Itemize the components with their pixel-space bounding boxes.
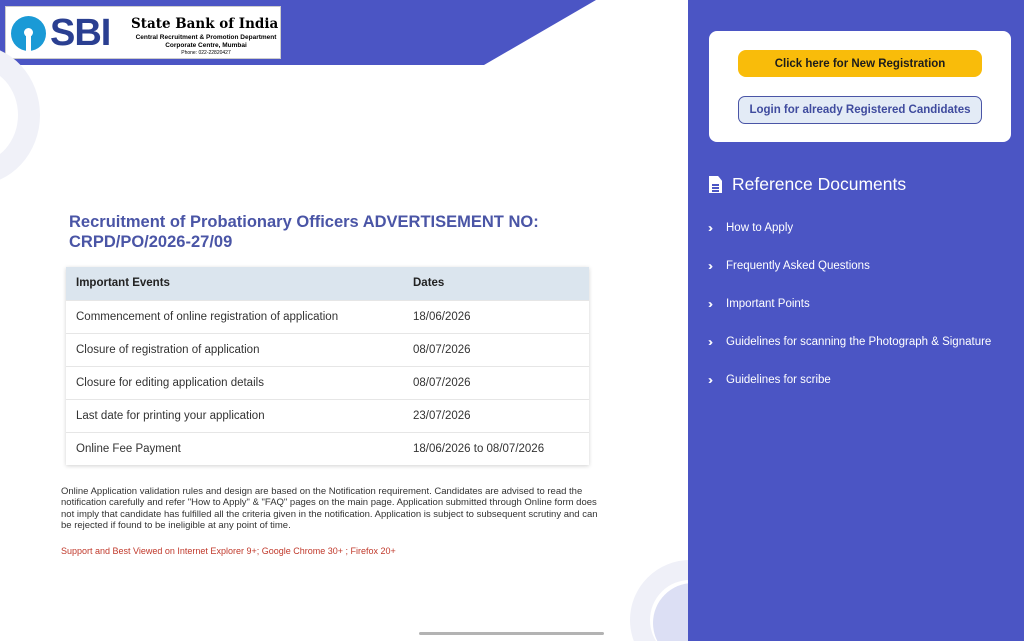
- event-cell: Online Fee Payment: [66, 432, 403, 465]
- table-header-row: [66, 267, 589, 300]
- column-header-dates: Dates: [403, 267, 589, 300]
- reference-link-label: Important Points: [726, 298, 810, 310]
- double-chevron-right-icon: ››: [708, 221, 710, 235]
- date-cell: 08/07/2026: [403, 366, 589, 399]
- horizontal-scrollbar[interactable]: [419, 632, 604, 635]
- table-row: [66, 432, 589, 465]
- department-name: Central Recruitment & Promotion Department: [135, 34, 277, 41]
- reference-documents-heading: [709, 174, 906, 195]
- event-cell: Commencement of online registration of application: [66, 300, 403, 333]
- date-cell: 23/07/2026: [403, 399, 589, 432]
- reference-link-label: How to Apply: [726, 222, 794, 234]
- browser-support-note: Support and Best Viewed on Internet Explorer 9+; Google Chrome 30+ ; Firefox 20+: [61, 546, 396, 556]
- office-name: Corporate Centre, Mumbai: [165, 42, 247, 49]
- reference-link-important-points[interactable]: [708, 285, 991, 323]
- table-row: [66, 366, 589, 399]
- date-cell: 18/06/2026 to 08/07/2026: [403, 432, 589, 465]
- reference-link-label: Frequently Asked Questions: [726, 260, 870, 272]
- bank-name: State Bank of India: [131, 16, 279, 32]
- sbi-logo[interactable]: [5, 6, 281, 59]
- table-row: [66, 300, 589, 333]
- date-cell: 18/06/2026: [403, 300, 589, 333]
- reference-link-faq[interactable]: [708, 247, 991, 285]
- double-chevron-right-icon: ››: [708, 259, 710, 273]
- validation-note: Online Application validation rules and design are based on the Notification requirement. Candidates are advised to read the notification carefully and refer "How to Apply" & "FAQ" pages on the main page. Application submitted through Online form does not imply that candidate has fulfilled all the criteria given in the notification. Application is subject to subsequent scrutiny and can be rejected if found to be ineligible at any point of time.: [61, 486, 598, 531]
- reference-link-scribe-guidelines[interactable]: [708, 361, 991, 399]
- double-chevron-right-icon: ››: [708, 335, 710, 349]
- double-chevron-right-icon: ››: [708, 297, 710, 311]
- login-button[interactable]: Login for already Registered Candidates: [738, 96, 982, 124]
- new-registration-button[interactable]: Click here for New Registration: [738, 50, 982, 77]
- reference-documents-title: Reference Documents: [732, 174, 907, 194]
- reference-link-how-to-apply[interactable]: [708, 209, 991, 247]
- sbi-emblem-icon: [11, 16, 46, 51]
- double-chevron-right-icon: ››: [708, 373, 710, 387]
- document-icon: [709, 176, 722, 193]
- reference-link-label: Guidelines for scanning the Photograph & Signature: [726, 336, 992, 348]
- event-cell: Last date for printing your application: [66, 399, 403, 432]
- decorative-circle-left: [0, 45, 40, 185]
- table-row: [66, 333, 589, 366]
- reference-link-label: Guidelines for scribe: [726, 374, 831, 386]
- reference-link-photo-guidelines[interactable]: [708, 323, 991, 361]
- office-phone: Phone: 022-22820427: [181, 50, 231, 56]
- event-cell: Closure for editing application details: [66, 366, 403, 399]
- column-header-events: Important Events: [66, 267, 403, 300]
- table-row: [66, 399, 589, 432]
- right-panel: [688, 0, 1024, 641]
- logo-letters: SBI: [50, 12, 111, 54]
- event-cell: Closure of registration of application: [66, 333, 403, 366]
- reference-documents-list: [708, 209, 991, 399]
- page-title: Recruitment of Probationary Officers ADVERTISEMENT NO: CRPD/PO/2026-27/09: [69, 213, 539, 251]
- important-events-table: [66, 267, 589, 465]
- date-cell: 08/07/2026: [403, 333, 589, 366]
- registration-card: [709, 31, 1011, 142]
